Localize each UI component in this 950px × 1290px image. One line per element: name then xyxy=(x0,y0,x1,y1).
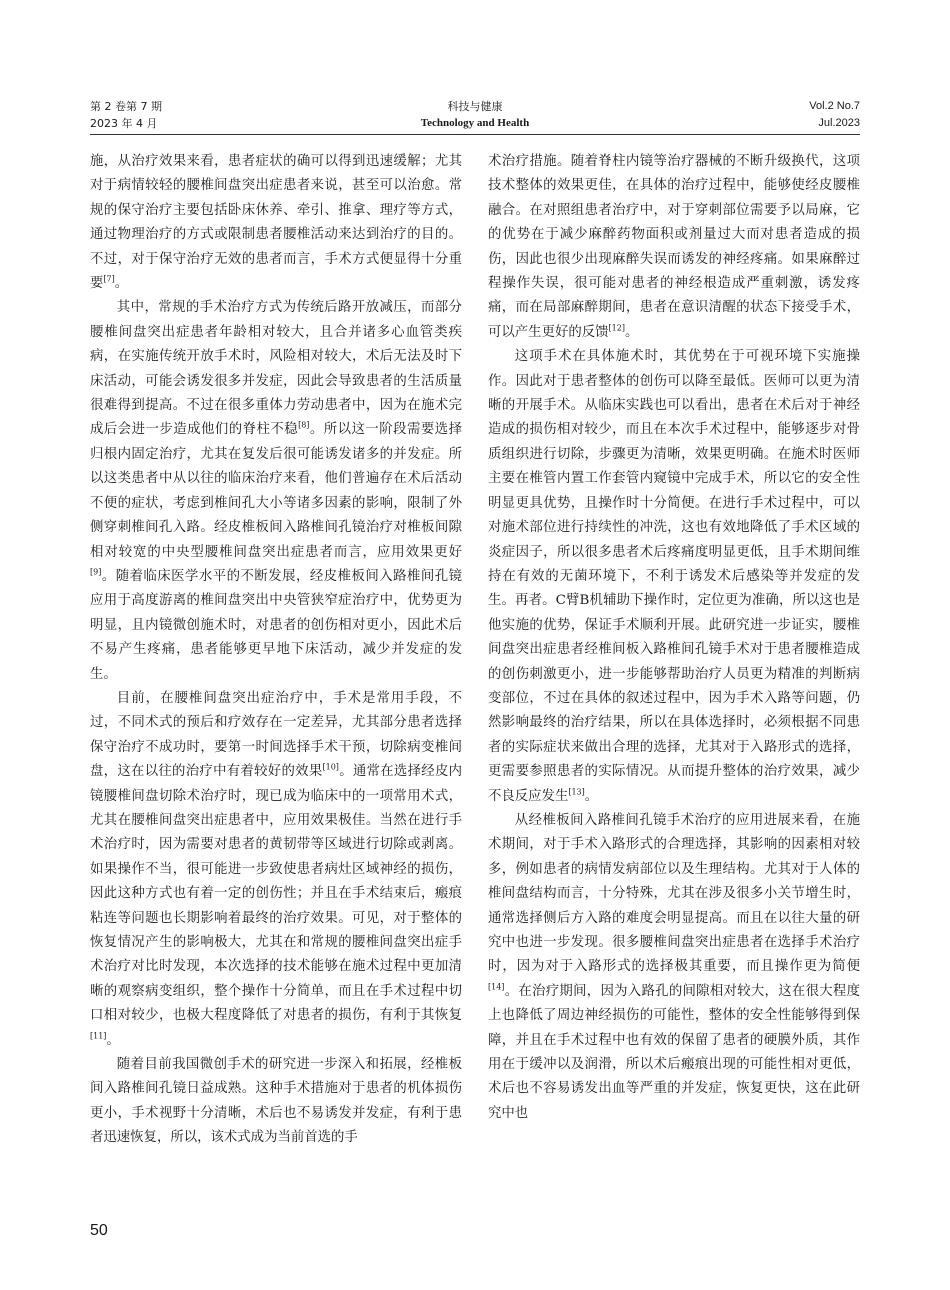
text-run: 目前，在腰椎间盘突出症治疗中，手术是常用手段，不过，不同术式的预后和疗效存在一定差异，尤其部分患者选择保守治疗不成功时，要第一时间选择手术干预，切除病变椎间盘，这在以往的治疗中有着较好的效果 xyxy=(90,690,462,780)
text-run: 施，从治疗效果来看，患者症状的确可以得到迅速缓解；尤其对于病情较轻的腰椎间盘突出症患者来说，甚至可以治愈。常规的保守治疗主要包括卧床休养、牵引、推拿、理疗等方式，通过物理治疗的方式或限制患者腰椎活动来达到治疗的目的。不过，对于保守治疗无效的患者而言，手术方式便显得十分重要 xyxy=(90,154,462,292)
header-right xyxy=(809,98,860,132)
text-run: 。 xyxy=(624,324,639,340)
citation-ref: [9] xyxy=(90,567,102,577)
citation-ref: [13] xyxy=(568,787,585,797)
journal-title-cn: 科技与健康 xyxy=(447,100,503,113)
text-run: 其中，常规的手术治疗方式为传统后路开放减压，而部分腰椎间盘突出症患者年龄相对较大，且合并诸多心血管类疾病，在实施传统开放手术时，风险相对较大，术后无法及时下床活动，可能会诱发很多并发症，因此会导致患者的生活质量很难得到提高。不过在很多重体力劳动患者中，因为在施术完成后会进一步造成他们的脊柱不稳 xyxy=(90,300,462,438)
text-run: 。随着临床医学水平的不断发展，经皮椎板间入路椎间孔镜应用于高度游离的椎间盘突出中央管狭窄症治疗中，优势更为明显，且内镜微创施术时，对患者的创伤相对更小，因此术后不易产生疼痛，患者能够更早地下床活动，减少并发症的发生。 xyxy=(90,568,462,682)
citation-ref: [10] xyxy=(322,762,339,772)
citation-ref: [11] xyxy=(90,1031,107,1041)
header-center xyxy=(90,98,860,132)
volume-issue-cn: 第 2 卷第 7 期 xyxy=(90,100,162,113)
page-number: 50 xyxy=(90,1222,108,1239)
running-header xyxy=(90,98,860,136)
left-paragraph-4 xyxy=(90,1053,462,1151)
volume-issue-en: Vol.2 No.7 xyxy=(809,100,860,112)
journal-title-en: Technology and Health xyxy=(420,117,530,129)
text-run: 。 xyxy=(114,276,129,292)
citation-ref: [7] xyxy=(103,274,115,284)
text-run: 从经椎板间入路椎间孔镜手术治疗的应用进展来看，在施术期间，对于手术入路形式的合理选择，其影响的因素相对较多，例如患者的病情发病部位以及生理结构。尤其对于人体的椎间盘结构而言，十分特殊，尤其在涉及很多小关节增生时，通常选择侧后方入路的难度会明显提高。而且在以往大量的研究中也进一步发现。很多腰椎间盘突出症患者在选择手术治疗时，因为对于入路形式的选择极其重要，而且操作更为简便 xyxy=(488,812,860,975)
text-run: 术治疗措施。随着脊柱内镜等治疗器械的不断升级换代，这项技术整体的效果更佳，在具体的治疗过程中，能够使经皮腰椎融合。在对照组患者治疗中，对于穿刺部位需要予以局麻，它的优势在于减少麻醉药物面积或剂量过大而对患者造成的损伤，因此也很少出现麻醉失误而诱发的神经疼痛。如果麻醉过程操作失误，很可能对患者的神经根造成严重刺激，诱发疼痛，而在局部麻醉期间，患者在意识清醒的状态下接受手术，可以产生更好的反馈 xyxy=(488,154,860,340)
header-divider xyxy=(90,134,860,135)
left-paragraph-1 xyxy=(90,150,462,296)
text-run: 。通常在选择经皮内镜腰椎间盘切除术治疗时，现已成为临床中的一项常用术式，尤其在腰椎间盘突出症患者中，应用效果极佳。当然在进行手术治疗时，因为需要对患者的黄韧带等区域进行切除或剥离。如果操作不当，很可能进一步致使患者病灶区域神经的损伤，因此这种方式也有着一定的创伤性；并且在手术结束后，瘢痕粘连等问题也长期影响着最终的治疗效果。可见，对于整体的恢复情况产生的影响极大，尤其在和常规的腰椎间盘突出症手术治疗对比时发现，本次选择的技术能够在施术过程中更加清晰的观察病变组织，整个操作十分简单，而且在手术过程中切口相对较少，也极大程度降低了对患者的损伤，有利于其恢复 xyxy=(90,764,463,1024)
text-run: 。 xyxy=(584,788,599,804)
right-column xyxy=(488,150,860,1126)
text-run: 。在治疗期间，因为入路孔的间隙相对较大，这在很大程度上也降低了周边神经损伤的可能性，整体的安全性能够得到保障，并且在手术过程中也有效的保留了患者的硬膜外质，其作用在于缓冲以及润滑，所以术后瘢痕出现的可能性相对更低，术后也不容易诱发出血等严重的并发症，恢复更快，这在此研究中也 xyxy=(488,983,860,1121)
publication-date-en: Jul.2023 xyxy=(818,117,860,129)
text-run: 这项手术在具体施术时，其优势在于可视环境下实施操作。因此对于患者整体的创伤可以降至最低。医师可以更为清晰的开展手术。从临床实践也可以看出，患者在术后对于神经造成的损伤相对较少，而且在本次手术过程中，能够逐步对骨质组织进行切除，步骤更为清晰，效果更明确。在施术时医师主要在椎管内置工作套管内窥镜中完成手术，所以它的安全性明显更具优势，且操作时十分简便。在进行手术过程中，可以对施术部位进行持续性的冲洗，这也有效地降低了手术区域的炎症因子，所以很多患者术后疼痛度明显更低，且手术期间维持在有效的无菌环境下，不利于诱发术后感染等并发症的发生。再者。C臂B机辅助下操作时，定位更为准确，所以这也是他实施的优势，保证手术顺利开展。此研究进一步证实，腰椎间盘突出症患者经椎间板入路椎间孔镜手术对于患者腰椎造成的创伤刺激更小，进一步能够帮助治疗人员更为精准的判断病变部位，不过在具体的叙述过程中，因为手术入路等问题，仍然影响最终的治疗结果，所以在具体选择时，必须根据不同患者的实际症状来做出合理的选择，尤其对于入路形式的选择，更需要参照患者的实际情况。从而提升整体的治疗效果，减少不良反应发生 xyxy=(488,349,860,804)
text-run: 。 xyxy=(106,1032,120,1048)
citation-ref: [12] xyxy=(608,323,625,333)
left-paragraph-3 xyxy=(90,687,462,1053)
citation-ref: [8] xyxy=(298,421,310,430)
left-paragraph-2 xyxy=(90,296,462,687)
citation-ref: [14] xyxy=(488,982,505,992)
right-paragraph-1 xyxy=(488,150,860,345)
text-run: 随着目前我国微创手术的研究进一步深入和拓展，经椎板间入路椎间孔镜日益成熟。这种手术措施对于患者的机体损伤更小，手术视野十分清晰，术后也不易诱发并发症，有利于患者迅速恢复，所以，该术式成为当前首选的手 xyxy=(90,1057,462,1146)
right-paragraph-3 xyxy=(488,809,860,1126)
text-run: 。所以这一阶段需要选择归根内固定治疗，尤其在复发后很可能诱发诸多的并发症。所以这类患者中从以往的临床治疗来看，他们普遍存在术后活动不便的症状，考虑到椎间孔大小等诸多因素的影响，限制了外侧穿刺椎间孔入路。经皮椎板间入路椎间孔镜治疗对椎板间隙相对较宽的中央型腰椎间盘突出症患者而言，应用效果更好 xyxy=(90,422,463,560)
right-paragraph-2 xyxy=(488,345,860,809)
publication-date-cn: 2023 年 4 月 xyxy=(90,117,158,130)
left-column xyxy=(90,150,462,1151)
